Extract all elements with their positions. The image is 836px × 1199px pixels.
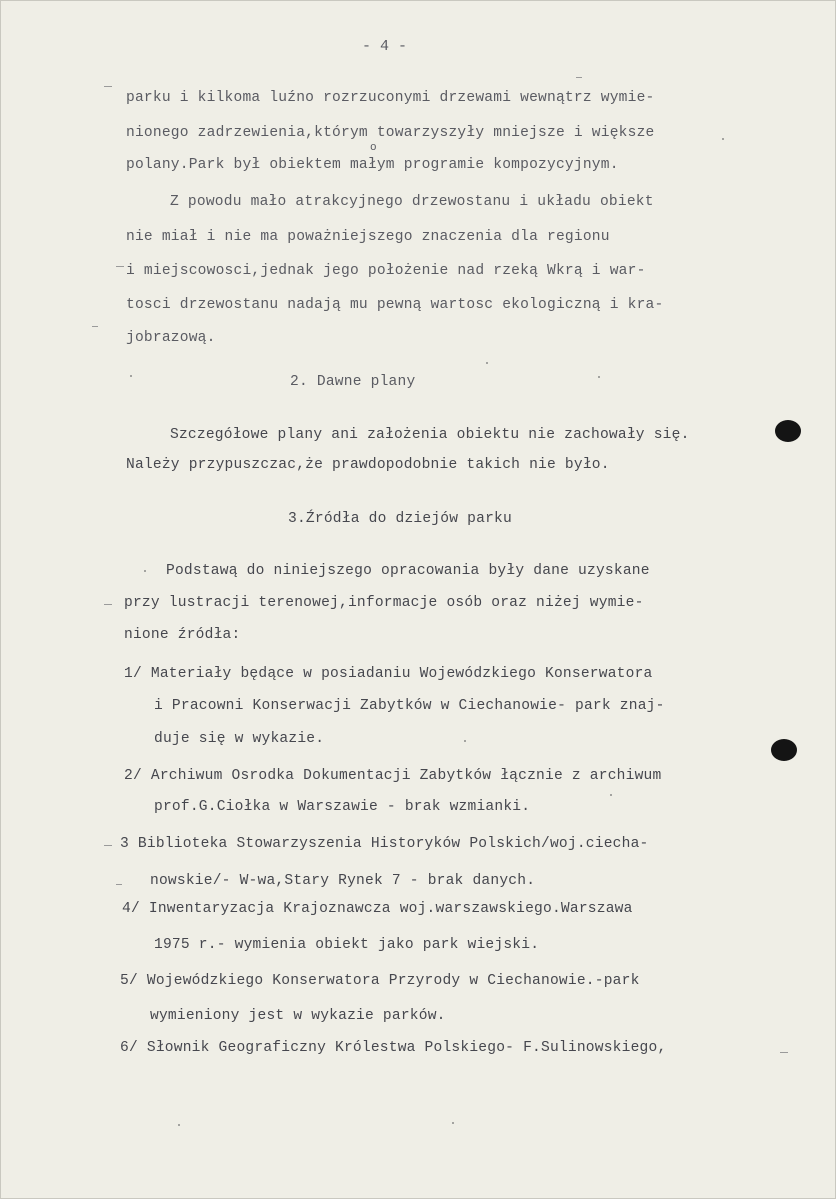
section-heading: 3.Źródła do dziejów parku bbox=[288, 511, 512, 527]
text-line: przy lustracji terenowej,informacje osób oraz niżej wymie- bbox=[124, 595, 644, 611]
text-line: Podstawą do niniejszego opracowania były dane uzyskane bbox=[166, 563, 650, 579]
scan-mark bbox=[104, 845, 112, 846]
list-item-line: prof.G.Ciołka w Warszawie - brak wzmianki. bbox=[154, 799, 531, 815]
page-number: - 4 - bbox=[362, 38, 408, 55]
list-item-line: duje się w wykazie. bbox=[154, 731, 325, 747]
scan-speck bbox=[178, 1124, 180, 1126]
scan-speck bbox=[598, 376, 600, 378]
scan-mark bbox=[780, 1052, 788, 1053]
list-item-line: nowskie/- W-wa,Stary Rynek 7 - brak danych. bbox=[150, 873, 536, 889]
scan-mark bbox=[116, 266, 124, 267]
scan-speck bbox=[452, 1122, 454, 1124]
list-item-line: 5/ Wojewódzkiego Konserwatora Przyrody w Ciechanowie.-park bbox=[120, 973, 640, 989]
text-line: parku i kilkoma luźno rozrzuconymi drzewami wewnątrz wymie- bbox=[126, 90, 655, 106]
scan-mark bbox=[104, 604, 112, 605]
text-line: jobrazową. bbox=[126, 330, 216, 346]
punch-hole bbox=[771, 739, 797, 761]
scan-mark bbox=[104, 86, 112, 87]
text-line: Należy przypuszczac,że prawdopodobnie takich nie było. bbox=[126, 457, 610, 473]
text-line: tosci drzewostanu nadają mu pewną wartosc ekologiczną i kra- bbox=[126, 297, 664, 313]
list-item-line: wymieniony jest w wykazie parków. bbox=[150, 1008, 446, 1024]
text-line: polany.Park był obiektem małym programie kompozycyjnym. bbox=[126, 157, 619, 173]
list-item-line: i Pracowni Konserwacji Zabytków w Ciechanowie- park znaj- bbox=[154, 698, 665, 714]
list-item-line: 1975 r.- wymienia obiekt jako park wiejski. bbox=[154, 937, 540, 953]
text-line: nionego zadrzewienia,którym towarzyszyły mniejsze i większe bbox=[126, 125, 655, 141]
text-line: nione źródła: bbox=[124, 627, 241, 643]
text-line: Szczegółowe plany ani założenia obiektu nie zachowały się. bbox=[170, 427, 690, 443]
list-item-line: 1/ Materiały będące w posiadaniu Wojewódzkiego Konserwatora bbox=[124, 666, 653, 682]
scan-mark bbox=[576, 77, 582, 78]
scan-speck bbox=[144, 570, 146, 572]
text-line: o bbox=[370, 142, 377, 154]
scan-speck bbox=[130, 375, 132, 377]
scan-mark bbox=[116, 884, 122, 885]
list-item-line: 6/ Słownik Geograficzny Królestwa Polskiego- F.Sulinowskiego, bbox=[120, 1040, 667, 1056]
section-heading: 2. Dawne plany bbox=[290, 374, 416, 390]
scan-speck bbox=[486, 362, 488, 364]
scan-speck bbox=[610, 794, 612, 796]
scan-speck bbox=[722, 138, 724, 140]
punch-hole bbox=[775, 420, 801, 442]
scan-mark bbox=[92, 326, 98, 327]
text-line: nie miał i nie ma poważniejszego znaczenia dla regionu bbox=[126, 229, 610, 245]
list-item-line: 4/ Inwentaryzacja Krajoznawcza woj.warszawskiego.Warszawa bbox=[122, 901, 633, 917]
list-item-line: 3 Biblioteka Stowarzyszenia Historyków Polskich/woj.ciecha- bbox=[120, 836, 649, 852]
list-item-line: 2/ Archiwum Osrodka Dokumentacji Zabytków łącznie z archiwum bbox=[124, 768, 662, 784]
scan-speck bbox=[464, 740, 466, 742]
text-line: i miejscowosci,jednak jego położenie nad rzeką Wkrą i war- bbox=[126, 263, 646, 279]
text-line: Z powodu mało atrakcyjnego drzewostanu i układu obiekt bbox=[170, 194, 654, 210]
